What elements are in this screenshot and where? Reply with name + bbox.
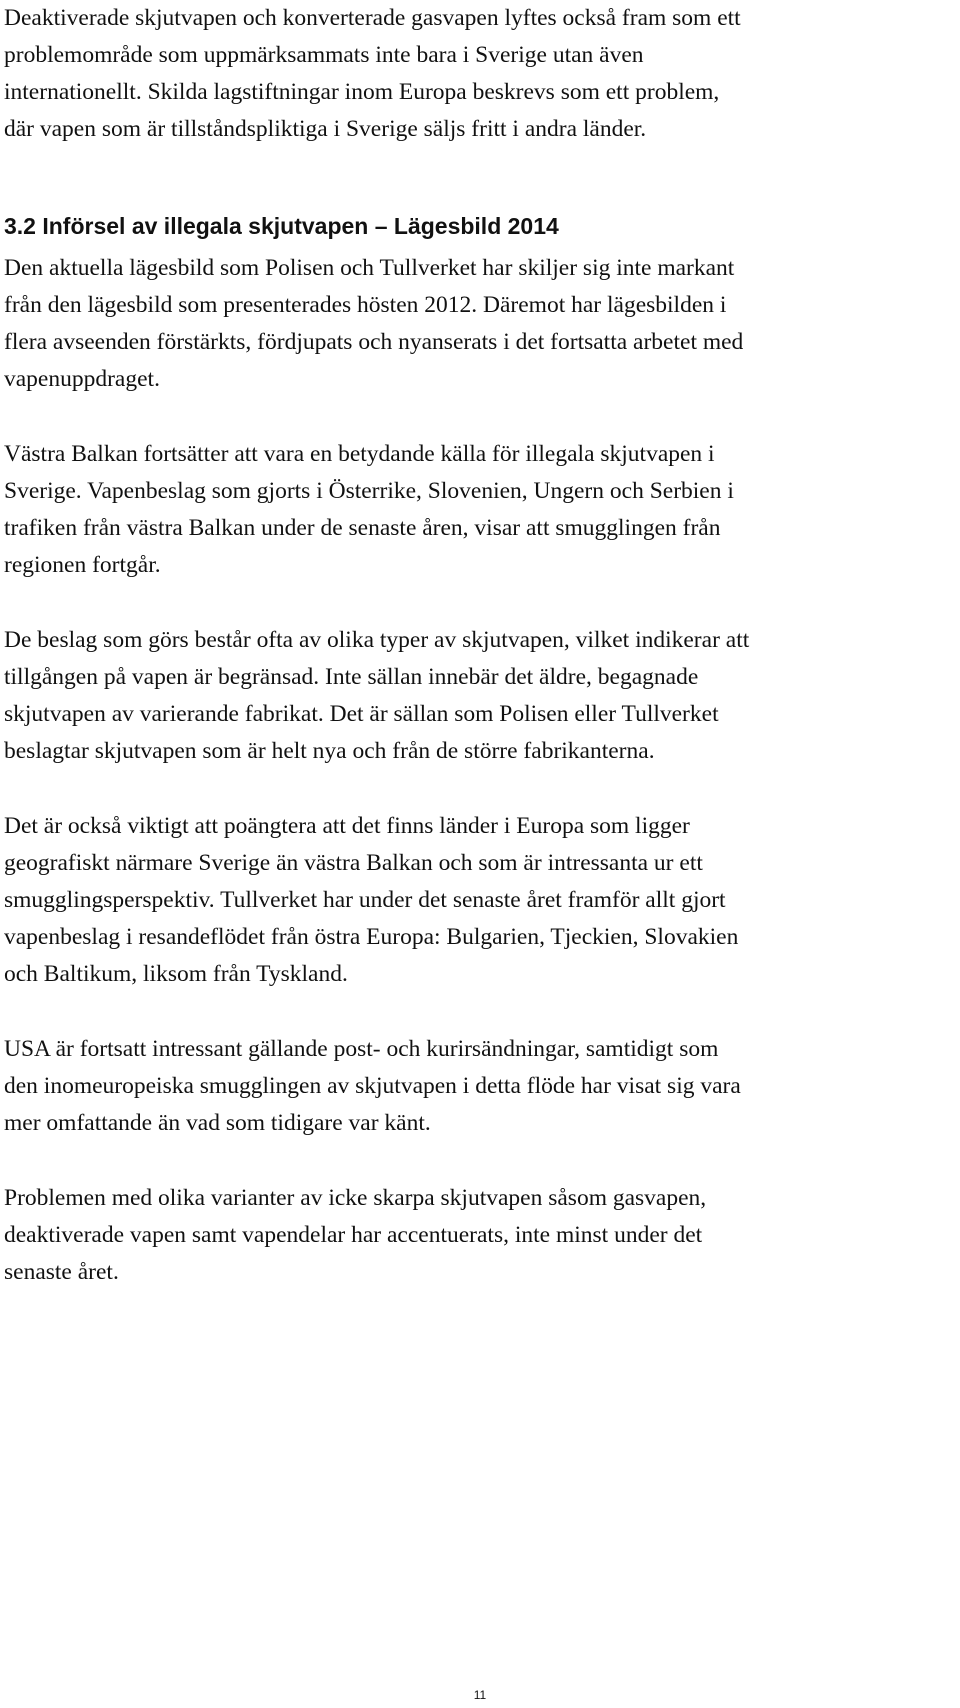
paragraph-3: De beslag som görs består ofta av olika typer av skjutvapen, vilket indikerar att tillgången på vapen är begränsad. Inte sällan innebär det äldre, begagnade skjutvapen av varierande fabrikat. Det är sällan som Polisen eller Tullverket beslagtar skjutvapen som är helt nya och från de större fabrikanterna.: [4, 627, 750, 764]
paragraph-2: Västra Balkan fortsätter att vara en betydande källa för illegala skjutvapen i Sverige. Vapenbeslag som gjorts i Österrike, Slovenien, Ungern och Serbien i trafiken från västra Balkan under de senaste åren, visar att smugglingen från regionen fortgår.: [4, 441, 734, 578]
section-heading: 3.2 Införsel av illegala skjutvapen – Lägesbild 2014: [4, 213, 559, 239]
page-number: [0, 1688, 960, 1702]
paragraph-1: Den aktuella lägesbild som Polisen och Tullverket har skiljer sig inte markant från den lägesbild som presenterades hösten 2012. Däremot har lägesbilden i flera avseenden förstärkts, fördjupats och nyanserats i det fortsatta arbetet med vapenuppdraget.: [4, 255, 744, 392]
intro-paragraph: Deaktiverade skjutvapen och konverterade gasvapen lyftes också fram som ett problemområde som uppmärksammats inte bara i Sverige utan även internationellt. Skilda lagstiftningar inom Europa beskrevs som ett problem, där vapen som är tillståndspliktiga i Sverige säljs fritt i andra länder.: [4, 5, 741, 142]
section-body: [4, 250, 954, 1291]
page-content: [4, 0, 954, 1285]
page-number-text: 11: [473, 1688, 487, 1702]
paragraph-4: Det är också viktigt att poängtera att det finns länder i Europa som ligger geografiskt närmare Sverige än västra Balkan och som är intressanta ur ett smugglingsperspektiv. Tullverket har under det senaste året framför allt gjort vapenbeslag i resandeflödet från östra Europa: Bulgarien, Tjeckien, Slovakien och Baltikum, liksom från Tyskland.: [4, 813, 739, 987]
paragraph-5: USA är fortsatt intressant gällande post- och kurirsändningar, samtidigt som den inomeuropeiska smugglingen av skjutvapen i detta flöde har visat sig vara mer omfattande än vad som tidigare var känt.: [4, 1036, 741, 1136]
paragraph-6: Problemen med olika varianter av icke skarpa skjutvapen såsom gasvapen, deaktiverade vapen samt vapendelar har accentuerats, inte minst under det senaste året.: [4, 1185, 707, 1285]
